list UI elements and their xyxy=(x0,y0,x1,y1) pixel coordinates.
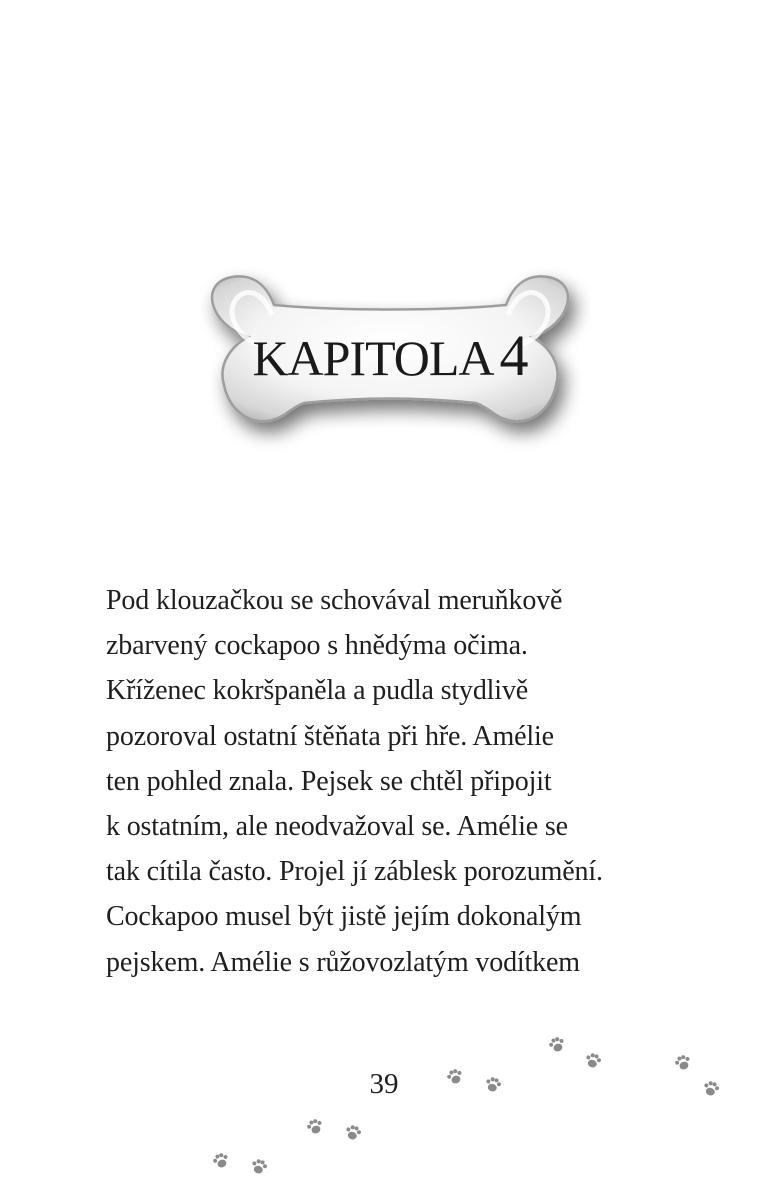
page-number: 39 xyxy=(369,1068,399,1100)
text-line: k ostatním, ale neodvažoval se. Amélie se xyxy=(106,811,568,843)
text-line: zbarvený cockapoo s hnědýma očima. xyxy=(106,630,528,662)
chapter-title xyxy=(190,323,590,388)
text-line: Cockapoo musel být jistě jejím dokonalým xyxy=(106,901,582,933)
paw-print-icon xyxy=(209,1149,232,1172)
text-line: Pod klouzačkou se schovával meruňkově xyxy=(106,585,563,616)
chapter-heading xyxy=(190,265,590,465)
paw-print-icon xyxy=(443,1065,466,1088)
text-line: pejskem. Amélie s růžovozlatým vodítkem xyxy=(106,946,580,978)
chapter-number: 4 xyxy=(499,323,528,388)
body-paragraph xyxy=(106,578,666,985)
text-line: Kříženec kokršpaněla a pudla stydlivě xyxy=(106,675,529,707)
paw-print-icon xyxy=(582,1050,604,1072)
text-line: tak cítila často. Projel jí záblesk porozumění. xyxy=(106,856,603,888)
paw-print-icon xyxy=(545,1033,568,1056)
chapter-label: KAPITOLA xyxy=(252,330,494,386)
paw-print-icon xyxy=(700,1078,722,1100)
paw-print-icon xyxy=(248,1156,270,1178)
text-line: ten pohled znala. Pejsek se chtěl připojit xyxy=(106,765,552,797)
paw-print-icon xyxy=(342,1122,364,1144)
paw-print-icon xyxy=(482,1074,504,1096)
paw-print-icon xyxy=(671,1051,694,1074)
paw-print-icon xyxy=(303,1115,326,1138)
text-line: pozoroval ostatní štěňata při hře. Amélie xyxy=(106,720,554,752)
